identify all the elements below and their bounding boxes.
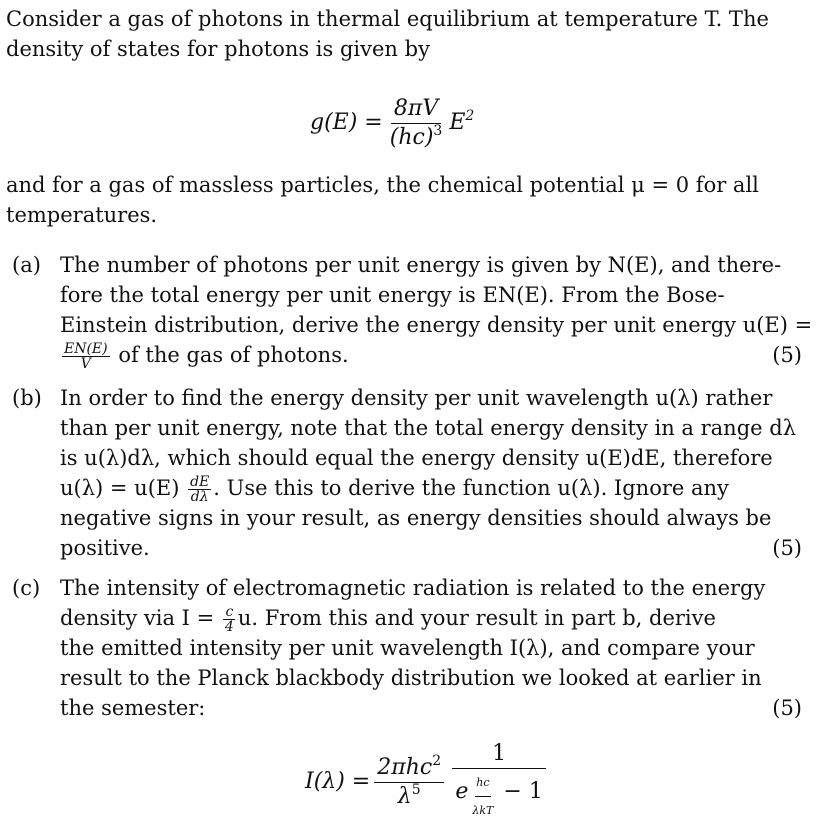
- part-a-marks: (5): [772, 343, 802, 367]
- part-b-line-4-post: . Use this to derive the function u(λ). Ignore any: [213, 476, 729, 500]
- part-c-line-4: result to the Planck blackbody distribution we looked at earlier in: [60, 666, 762, 690]
- part-b-fraction: [188, 475, 211, 504]
- planck-num-1: 2πhc$^2$: [374, 755, 444, 783]
- planck-exp-num: hc: [475, 770, 490, 797]
- part-b-line-3: is u(λ)dλ, which should equal the energy density u(E)dE, therefore: [60, 446, 773, 470]
- density-of-states-equation: [310, 88, 474, 158]
- planck-exponent: [469, 770, 496, 824]
- part-b-line-6: [60, 533, 802, 563]
- part-c-frac-den: 4: [224, 619, 234, 635]
- part-b-line-2: than per unit energy, note that the total energy density in a range dλ: [60, 416, 797, 440]
- part-c-body: [60, 573, 802, 723]
- eq-g-den-power: 3: [433, 122, 443, 139]
- eq-g-denominator: (hc)$^3$: [389, 122, 443, 150]
- middle-line-2: temperatures.: [6, 203, 158, 227]
- part-b-line-5: negative signs in your result, as energy densities should always be: [60, 506, 772, 530]
- part-c: [12, 573, 802, 728]
- part-c-frac-num: c: [225, 604, 234, 620]
- part-a-label: (a): [12, 253, 41, 277]
- planck-den-1-power: 5: [411, 781, 421, 798]
- part-b-line-4: [60, 473, 802, 503]
- planck-lhs: I(λ) =: [305, 769, 371, 794]
- part-a-fraction: [62, 342, 110, 371]
- eq-g-lhs: g(E) =: [310, 110, 383, 135]
- part-b-marks: (5): [772, 536, 802, 560]
- part-a-last-text: of the gas of photons.: [118, 343, 349, 367]
- part-a-body: [60, 250, 813, 374]
- part-b-frac-den: dλ: [190, 489, 209, 505]
- planck-num-1-power: 2: [432, 752, 442, 769]
- part-b-line-4-pre: u(λ) = u(E): [60, 476, 180, 500]
- planck-den-1: $\lambda^5$: [397, 781, 421, 809]
- part-c-label: (c): [12, 576, 41, 600]
- part-a-line-1: The number of photons per unit energy is given by N(E), and there-: [60, 253, 782, 277]
- planck-num-2: 1: [452, 741, 546, 769]
- part-c-marks: (5): [772, 696, 802, 720]
- intro-line-2: density of states for photons is given by: [6, 37, 430, 61]
- planck-fraction-2: [452, 741, 546, 824]
- middle-paragraph: [6, 170, 806, 230]
- part-c-line-2: [60, 603, 802, 633]
- part-c-line-5: [60, 693, 802, 723]
- part-b-frac-num: dE: [190, 474, 210, 490]
- part-c-line-1: The intensity of electromagnetic radiation is related to the energy: [60, 576, 766, 600]
- planck-fraction-1: [374, 752, 444, 810]
- part-a-line-3: Einstein distribution, derive the energy density per unit energy u(E) =: [60, 313, 813, 337]
- planck-equation: [305, 742, 550, 822]
- intro-line-1: Consider a gas of photons in thermal equilibrium at temperature T. The: [6, 7, 769, 31]
- part-a-line-2: fore the total energy per unit energy is EN(E). From the Bose-: [60, 283, 725, 307]
- part-b-label: (b): [12, 386, 42, 410]
- part-a-frac-num: EN(E): [64, 341, 108, 357]
- part-c-line-2-pre: density via I =: [60, 606, 215, 630]
- part-b-line-6-text: positive.: [60, 536, 150, 560]
- part-b-body: [60, 383, 802, 563]
- planck-den-2-tail: − 1: [503, 778, 543, 804]
- part-c-line-5-text: the semester:: [60, 696, 206, 720]
- eq-g-numerator: 8πV: [391, 96, 441, 124]
- part-c-line-3: the emitted intensity per unit wavelength I(λ), and compare your: [60, 636, 755, 660]
- part-c-line-2-post: u. From this and your result in part b, derive: [237, 606, 716, 630]
- part-b: [12, 383, 802, 568]
- eq-g-tail: $E^2$: [449, 108, 475, 135]
- planck-den-2: e $\frac{hc}{\text{λkT}}$ − 1: [452, 769, 545, 824]
- middle-line-1: and for a gas of massless particles, the chemical potential μ = 0 for all: [6, 173, 759, 197]
- eq-g-tail-power: 2: [465, 108, 475, 124]
- part-a-line-4: [60, 340, 802, 374]
- intro-paragraph: [6, 4, 806, 64]
- planck-exp-den: λkT: [472, 803, 494, 817]
- part-c-fraction: [223, 605, 236, 634]
- part-a: [12, 250, 813, 375]
- part-b-line-1: In order to find the energy density per unit wavelength u(λ) rather: [60, 386, 773, 410]
- eq-g-fraction: [387, 96, 446, 151]
- part-a-frac-den: V: [80, 356, 91, 372]
